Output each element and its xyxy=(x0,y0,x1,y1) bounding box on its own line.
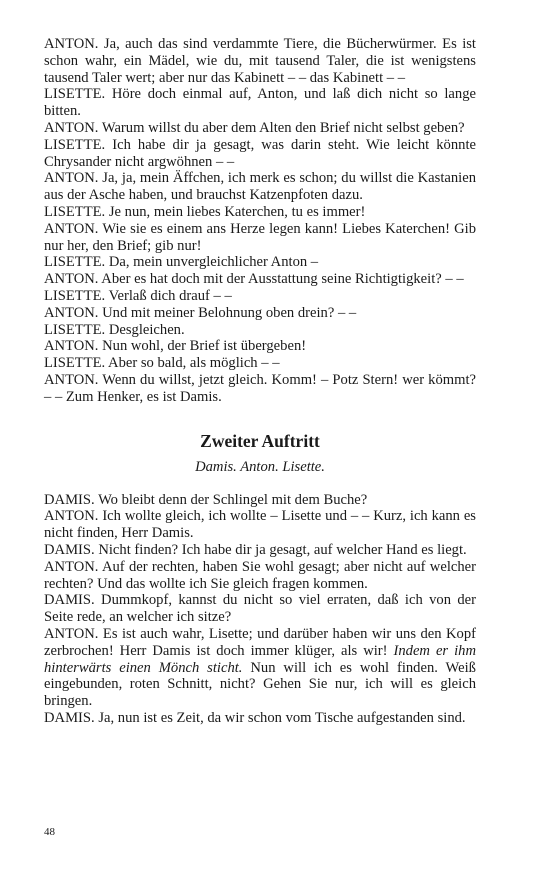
dialogue-line: ANTON. Ja, auch das sind verdammte Tiere, die Bücherwürmer. Es ist schon wahr, ein Mädel, wie du, mit tausend Taler, die ist wenigstens tausend Taler wert; aber nur das Kabinett – – das Kabinett – – xyxy=(44,36,476,86)
scene-persons: Damis. Anton. Lisette. xyxy=(195,458,325,475)
dialogue-line: ANTON. Ja, ja, mein Äffchen, ich merk es schon; du willst die Kastanien aus der Asche haben, und brauchst Katzenpfoten dazu. xyxy=(44,170,476,204)
dialogue-line: DAMIS. Dummkopf, kannst du nicht so viel erraten, daß ich von der Seite rede, an welcher ich sitze? xyxy=(44,592,476,626)
dialogue-line: ANTON. Warum willst du aber dem Alten den Brief nicht selbst geben? xyxy=(44,119,465,136)
dialogue-line: ANTON. Aber es hat doch mit der Ausstattung seine Richtigtigkeit? – – xyxy=(44,271,464,288)
section-gap xyxy=(44,476,476,492)
speech-text: ANTON. Es ist auch wahr, Lisette; und darüber haben wir uns den Kopf zerbrochen! Herr Damis ist doch immer klüger, als wir! xyxy=(44,625,476,659)
dialogue-line: LISETTE. Ich habe dir ja gesagt, was darin steht. Wie leicht könnte Chrysander nicht argwöhnen – – xyxy=(44,136,476,170)
dialogue-line: LISETTE. Da, mein unvergleichlicher Anton – xyxy=(44,254,319,271)
dialogue-line: ANTON. Und mit meiner Belohnung oben drein? – – xyxy=(44,304,357,321)
dialogue-line: LISETTE. Je nun, mein liebes Katerchen, tu es immer! xyxy=(44,203,366,220)
page-number: 48 xyxy=(44,826,55,838)
dialogue-line: DAMIS. Nicht finden? Ich habe dir ja gesagt, auf welcher Hand es liegt. xyxy=(44,541,467,558)
dialogue-line: LISETTE. Verlaß dich drauf – – xyxy=(44,287,232,304)
dialogue-line: ANTON. Auf der rechten, haben Sie wohl gesagt; aber nicht auf welcher rechten? Und das wollte ich Sie gleich fragen kommen. xyxy=(44,558,476,592)
stage-direction: Indem er ihm hinterwärts einen Mönch sticht. xyxy=(44,642,476,676)
dialogue-line: ANTON. Ich wollte gleich, ich wollte – Lisette und – – Kurz, ich kann es nicht finden, Herr Damis. xyxy=(44,508,476,542)
scene-title: Zweiter Auftritt xyxy=(200,430,320,451)
dialogue-line: LISETTE. Aber so bald, als möglich – – xyxy=(44,355,280,372)
dialogue-line: ANTON. Wie sie es einem ans Herze legen kann! Liebes Katerchen! Gib nur her, den Brief; gib nur! xyxy=(44,220,476,254)
page-body xyxy=(44,36,476,727)
section-gap xyxy=(44,406,476,430)
dialogue-line: ANTON. Wenn du willst, jetzt gleich. Komm! – Potz Stern! wer kömmt? – – Zum Henker, es ist Damis. xyxy=(44,371,476,405)
speech-text: Nun will ich es wohl finden. Weiß eingebunden, roten Schnitt, nicht? Gehen Sie nur, ich will es gleich bringen. xyxy=(44,659,476,710)
dialogue-line: DAMIS. Ja, nun ist es Zeit, da wir schon vom Tische aufgestanden sind. xyxy=(44,709,466,726)
dialogue-line: ANTON. Nun wohl, der Brief ist übergeben! xyxy=(44,338,307,355)
dialogue-before xyxy=(44,36,476,406)
dialogue-line-with-stage-direction xyxy=(44,626,476,710)
dialogue-line: LISETTE. Höre doch einmal auf, Anton, und laß dich nicht so lange bitten. xyxy=(44,86,476,120)
dialogue-line: LISETTE. Desgleichen. xyxy=(44,321,185,338)
dialogue-line: DAMIS. Wo bleibt denn der Schlingel mit dem Buche? xyxy=(44,491,368,508)
dialogue-after xyxy=(44,492,476,727)
